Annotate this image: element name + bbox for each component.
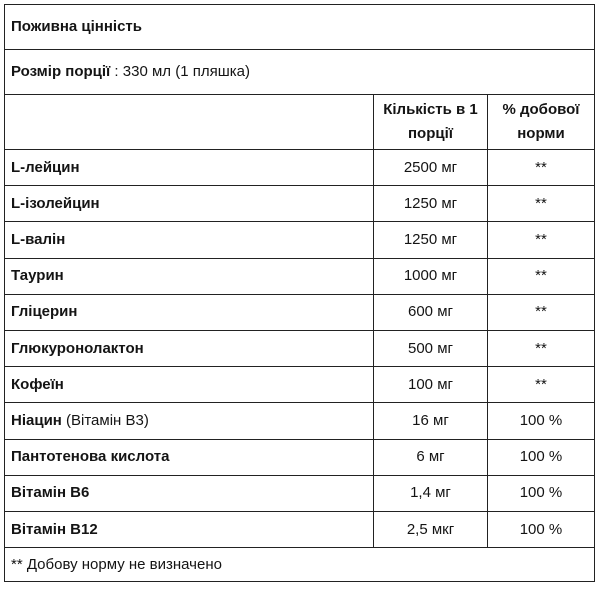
nutrient-name [11, 403, 371, 438]
table-row [5, 150, 594, 186]
table-row [5, 367, 594, 403]
nutrient-daily: 100 % [487, 440, 594, 475]
header-name-cell [11, 95, 371, 149]
serving-label: Розмір порції [11, 63, 111, 80]
nutrient-label: Вітамін В12 [11, 520, 98, 538]
header-row [5, 95, 594, 150]
nutrient-label: Гліцерин [11, 303, 78, 321]
nutrient-amount: 1,4 мг [373, 476, 487, 511]
nutrient-daily: ** [487, 367, 594, 402]
table-row [5, 295, 594, 331]
nutrient-label: Глюкуронолактон [11, 339, 144, 357]
nutrient-daily: ** [487, 259, 594, 294]
nutrient-name [11, 259, 371, 294]
header-daily: % добової норми [487, 95, 594, 149]
nutrient-amount: 1250 мг [373, 222, 487, 257]
footnote: ** Добову норму не визначено [11, 555, 222, 573]
nutrient-label: Кофеїн [11, 375, 64, 393]
nutrient-amount: 2500 мг [373, 150, 487, 185]
nutrient-daily: 100 % [487, 476, 594, 511]
nutrient-amount: 16 мг [373, 403, 487, 438]
nutrient-amount: 100 мг [373, 367, 487, 402]
nutrient-label: L-валін [11, 230, 66, 248]
nutrient-label: Ніацин [11, 411, 62, 429]
table-row [5, 440, 594, 476]
nutrient-amount: 500 мг [373, 331, 487, 366]
header-amount: Кількість в 1 порції [373, 95, 487, 149]
nutrient-amount: 6 мг [373, 440, 487, 475]
nutrient-label: Вітамін В6 [11, 484, 90, 502]
nutrient-name [11, 440, 371, 475]
nutrient-daily: 100 % [487, 403, 594, 438]
nutrient-amount: 600 мг [373, 295, 487, 330]
nutrient-name [11, 295, 371, 330]
title-row [5, 5, 594, 50]
nutrient-name [11, 186, 371, 221]
serving-value: : 330 мл (1 пляшка) [110, 63, 250, 80]
nutrient-label: Пантотенова кислота [11, 448, 170, 466]
nutrient-label: L-ізолейцин [11, 194, 100, 212]
table-row [5, 476, 594, 512]
nutrient-amount: 2,5 мкг [373, 512, 487, 547]
table-title: Поживна цінність [11, 18, 142, 35]
nutrient-daily: ** [487, 331, 594, 366]
table-row [5, 222, 594, 258]
table-row [5, 512, 594, 548]
table-row [5, 331, 594, 367]
nutrient-name [11, 222, 371, 257]
nutrient-daily: ** [487, 186, 594, 221]
nutrient-amount: 1250 мг [373, 186, 487, 221]
nutrient-amount: 1000 мг [373, 259, 487, 294]
nutrient-name [11, 331, 371, 366]
serving-size [11, 50, 371, 94]
nutrition-table [4, 4, 595, 582]
nutrient-name [11, 367, 371, 402]
footnote-row [5, 548, 594, 581]
nutrient-name [11, 476, 371, 511]
nutrient-name [11, 512, 371, 547]
nutrient-note: (Вітамін В3) [61, 411, 149, 429]
nutrient-daily: ** [487, 222, 594, 257]
nutrient-name [11, 150, 371, 185]
nutrient-daily: ** [487, 150, 594, 185]
table-row [5, 403, 594, 439]
serving-row [5, 50, 594, 95]
nutrient-daily: 100 % [487, 512, 594, 547]
table-row [5, 259, 594, 295]
nutrient-label: L-лейцин [11, 158, 80, 176]
nutrient-label: Таурин [11, 267, 64, 285]
table-row [5, 186, 594, 222]
nutrient-daily: ** [487, 295, 594, 330]
